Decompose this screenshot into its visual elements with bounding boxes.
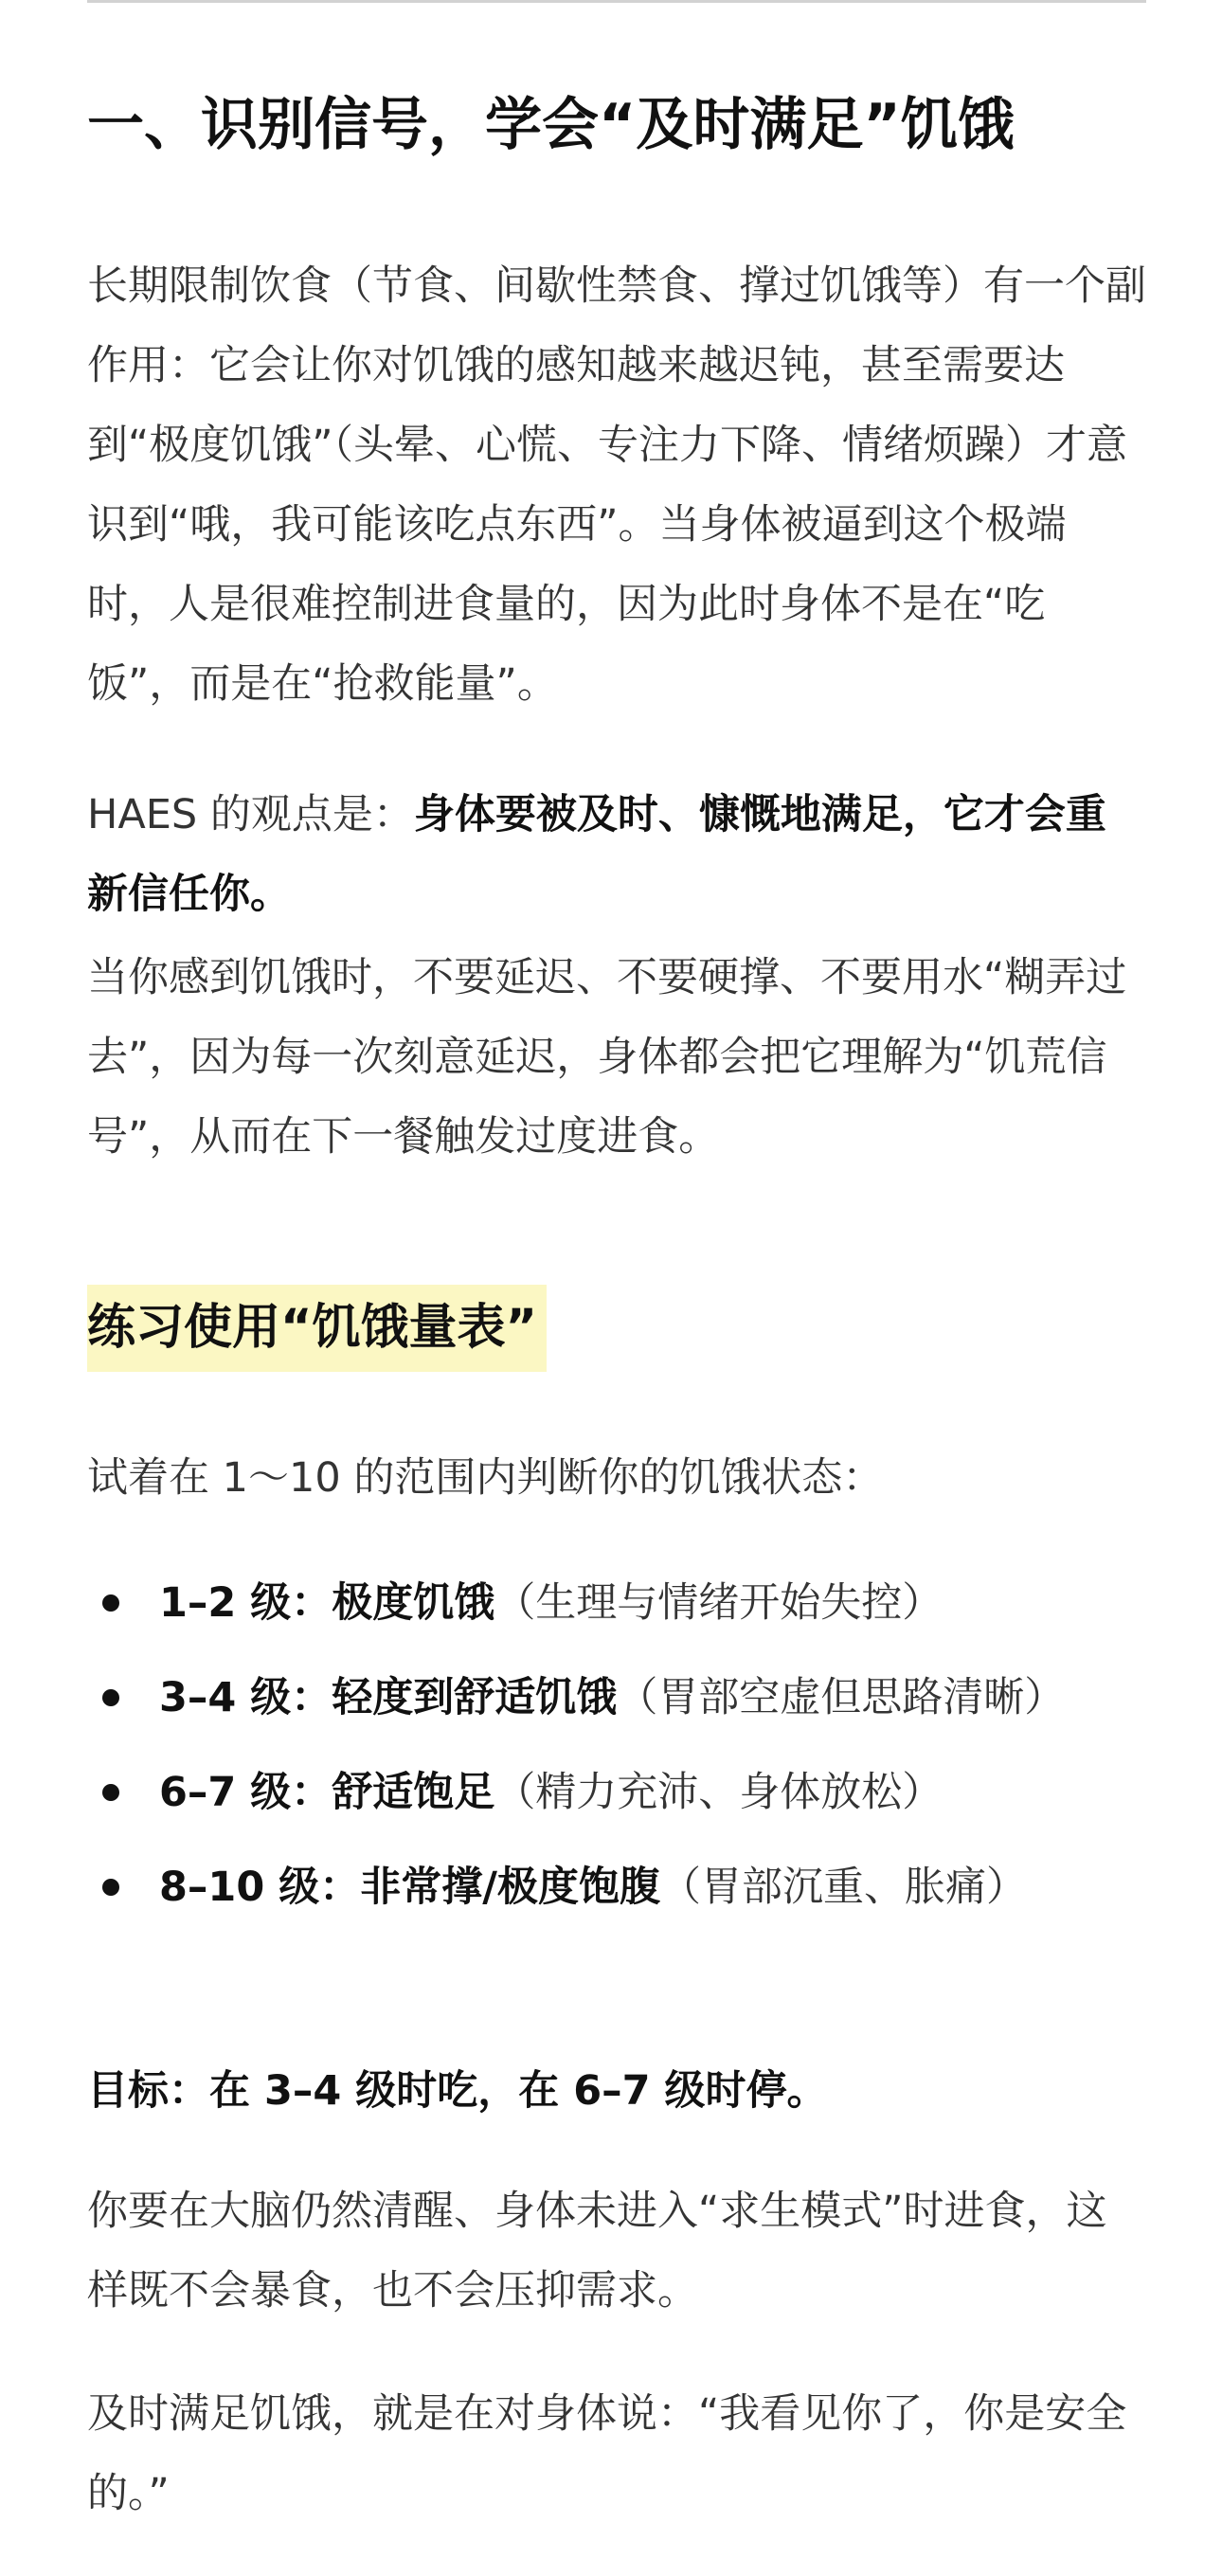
delay-paragraph: 当你感到饥饿时，不要延迟、不要硬撑、不要用水“糊弄过去”，因为每一次刻意延迟，身体都会把它理解为“饥荒信号”，从而在下一餐触发过度进食。 — [87, 954, 1127, 1161]
haes-prefix: HAES 的观点是： — [87, 791, 414, 838]
bullet-icon — [102, 1594, 119, 1612]
bullet-icon — [102, 1784, 119, 1801]
haes-emphasis: 身体要被及时、慷慨地满足，它才会重新信任你。 — [87, 791, 1106, 918]
scale-level: 3–4 级： — [159, 1674, 332, 1721]
list-item — [87, 1658, 1146, 1738]
scale-level: 1–2 级： — [159, 1579, 332, 1627]
scale-note: （胃部空虚但思路清晰） — [617, 1674, 1066, 1721]
hunger-scale-heading: 练习使用“饥饿量表” — [87, 1285, 547, 1372]
bullet-icon — [102, 1879, 119, 1896]
scale-intro: 试着在 1～10 的范围内判断你的饥饿状态： — [87, 1454, 884, 1502]
scale-level: 6–7 级： — [159, 1769, 332, 1816]
haes-statement — [87, 775, 1146, 934]
scale-label: 舒适饱足 — [332, 1769, 495, 1816]
scale-label: 非常撑/极度饱腹 — [360, 1864, 660, 1911]
scale-note: （生理与情绪开始失控） — [494, 1579, 943, 1627]
scale-note: （精力充沛、身体放松） — [494, 1769, 943, 1816]
closing-paragraph: 及时满足饥饿，就是在对身体说：“我看见你了，你是安全的。” — [87, 2390, 1127, 2517]
scale-note: （胃部沉重、胀痛） — [659, 1864, 1027, 1911]
intro-paragraph: 长期限制饮食（节食、间歇性禁食、撑过饥饿等）有一个副作用：它会让你对饥饿的感知越来越迟钝，甚至需要达到“极度饥饿”（头晕、心慌、专注力下降、情绪烦躁）才意识到“哦，我可能该吃点东西”。当身体被逼到这个极端时，人是很难控制进食量的，因为此时身体不是在“吃饭”，而是在“抢救能量”。 — [87, 262, 1146, 708]
list-item — [87, 1847, 1146, 1927]
list-item — [87, 1753, 1146, 1832]
scale-level: 8–10 级： — [159, 1864, 361, 1911]
top-divider — [87, 0, 1146, 3]
scale-label: 极度饥饿 — [332, 1579, 495, 1627]
bullet-icon — [102, 1689, 119, 1706]
goal-statement: 目标：在 3–4 级时吃，在 6–7 级时停。 — [87, 2067, 828, 2115]
survival-paragraph: 你要在大脑仍然清醒、身体未进入“求生模式”时进食，这样既不会暴食，也不会压抑需求。 — [87, 2188, 1107, 2315]
hunger-scale-list — [87, 1563, 1146, 1942]
section-heading: 一、识别信号，学会“及时满足”饥饿 — [87, 92, 1015, 158]
list-item — [87, 1563, 1146, 1643]
scale-label: 轻度到舒适饥饿 — [332, 1674, 618, 1721]
